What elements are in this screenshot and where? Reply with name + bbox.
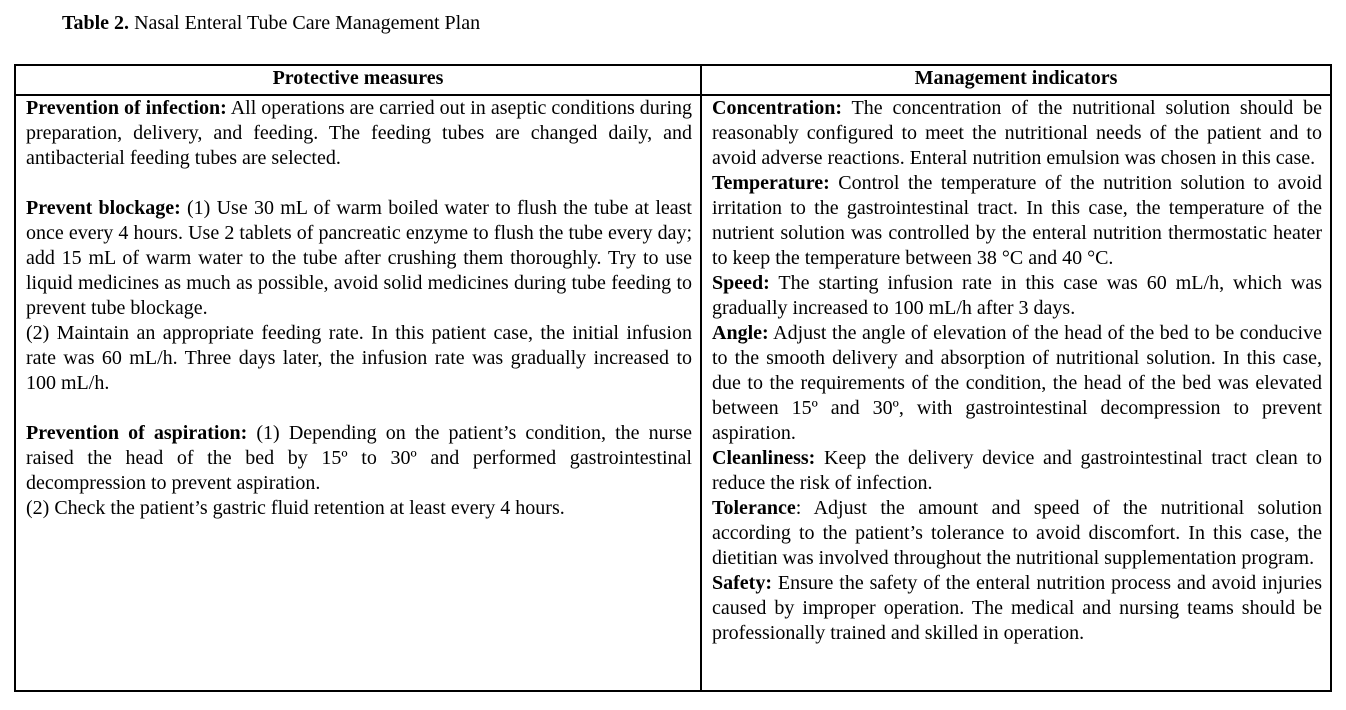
indicator-term: Temperature: [712,172,830,194]
paragraph-gap [26,396,692,421]
header-protective-measures: Protective measures [15,65,701,95]
measure-text: (1) Depending on the patient’s condition, the nurse raised the head of the bed by 15º to 30º and performed gastrointestinal decompression to prevent aspiration. [26,422,692,494]
protective-measures-cell [15,95,701,691]
indicator-cleanliness [712,446,1322,496]
care-plan-table [14,64,1332,692]
measure-blockage [26,196,692,321]
measure-term: Prevention of aspiration: [26,422,248,444]
measure-infection [26,96,692,171]
header-management-indicators: Management indicators [701,65,1331,95]
indicator-text: The concentration of the nutritional solution should be reasonably configured to meet the nutritional needs of the patient and to avoid adverse reactions. Enteral nutrition emulsion was chosen in this case. [712,97,1322,169]
indicator-tolerance [712,496,1322,571]
indicator-angle [712,321,1322,446]
indicator-term: Angle: [712,322,769,344]
measure-term: Prevent blockage: [26,197,181,219]
table-caption [62,10,480,36]
indicator-speed [712,271,1322,321]
indicator-temperature [712,171,1322,271]
indicator-text: The starting infusion rate in this case was 60 mL/h, which was gradually increased to 100 mL/h after 3 days. [712,272,1322,319]
indicator-text: : Adjust the amount and speed of the nutritional solution according to the patient’s tolerance to avoid discomfort. In this case, the dietitian was involved throughout the nutritional supplementation program. [712,497,1322,569]
indicator-concentration [712,96,1322,171]
table-caption-label: Table 2. [62,12,130,34]
management-indicators-cell [701,95,1331,691]
indicator-term: Safety: [712,572,772,594]
indicator-text: Control the temperature of the nutrition solution to avoid irritation to the gastrointestinal tract. In this case, the temperature of the nutrient solution was controlled by the enteral nutrition thermostatic heater to keep the temperature between 38 °C and 40 °C. [712,172,1322,269]
measure-aspiration-step-2: (2) Check the patient’s gastric fluid retention at least every 4 hours. [26,497,565,519]
table-header-row [15,65,1331,95]
measure-text: (1) Use 30 mL of warm boiled water to flush the tube at least once every 4 hours. Use 2 tablets of pancreatic enzyme to flush the tube every day; add 15 mL of warm water to the tube after crushing them thoroughly. Try to use liquid medicines as much as possible, avoid solid medicines during tube feeding to prevent tube blockage. [26,197,692,319]
indicator-term: Cleanliness: [712,447,816,469]
measure-aspiration [26,421,692,496]
table-body-row [15,95,1331,691]
indicator-text: Adjust the angle of elevation of the head of the bed to be conducive to the smooth delivery and absorption of nutritional solution. In this case, due to the requirements of the condition, the head of the bed was elevated between 15º and 30º, with gastrointestinal decompression to prevent aspiration. [712,322,1322,444]
measure-text: All operations are carried out in aseptic conditions during preparation, delivery, and feeding. The feeding tubes are changed daily, and antibacterial feeding tubes are selected. [26,97,692,169]
indicator-text: Ensure the safety of the enteral nutrition process and avoid injuries caused by improper operation. The medical and nursing teams should be professionally trained and skilled in operation. [712,572,1322,644]
indicator-safety [712,571,1322,646]
indicator-text: Keep the delivery device and gastrointestinal tract clean to reduce the risk of infection. [712,447,1322,494]
indicator-term: Speed: [712,272,770,294]
paragraph-gap [26,171,692,196]
measure-term: Prevention of infection: [26,97,227,119]
table-caption-title: Nasal Enteral Tube Care Management Plan [134,12,481,34]
indicator-term: Concentration: [712,97,842,119]
measure-blockage-step-2: (2) Maintain an appropriate feeding rate. In this patient case, the initial infusion rate was 60 mL/h. Three days later, the infusion rate was gradually increased to 100 mL/h. [26,322,692,394]
indicator-term: Tolerance [712,497,796,519]
